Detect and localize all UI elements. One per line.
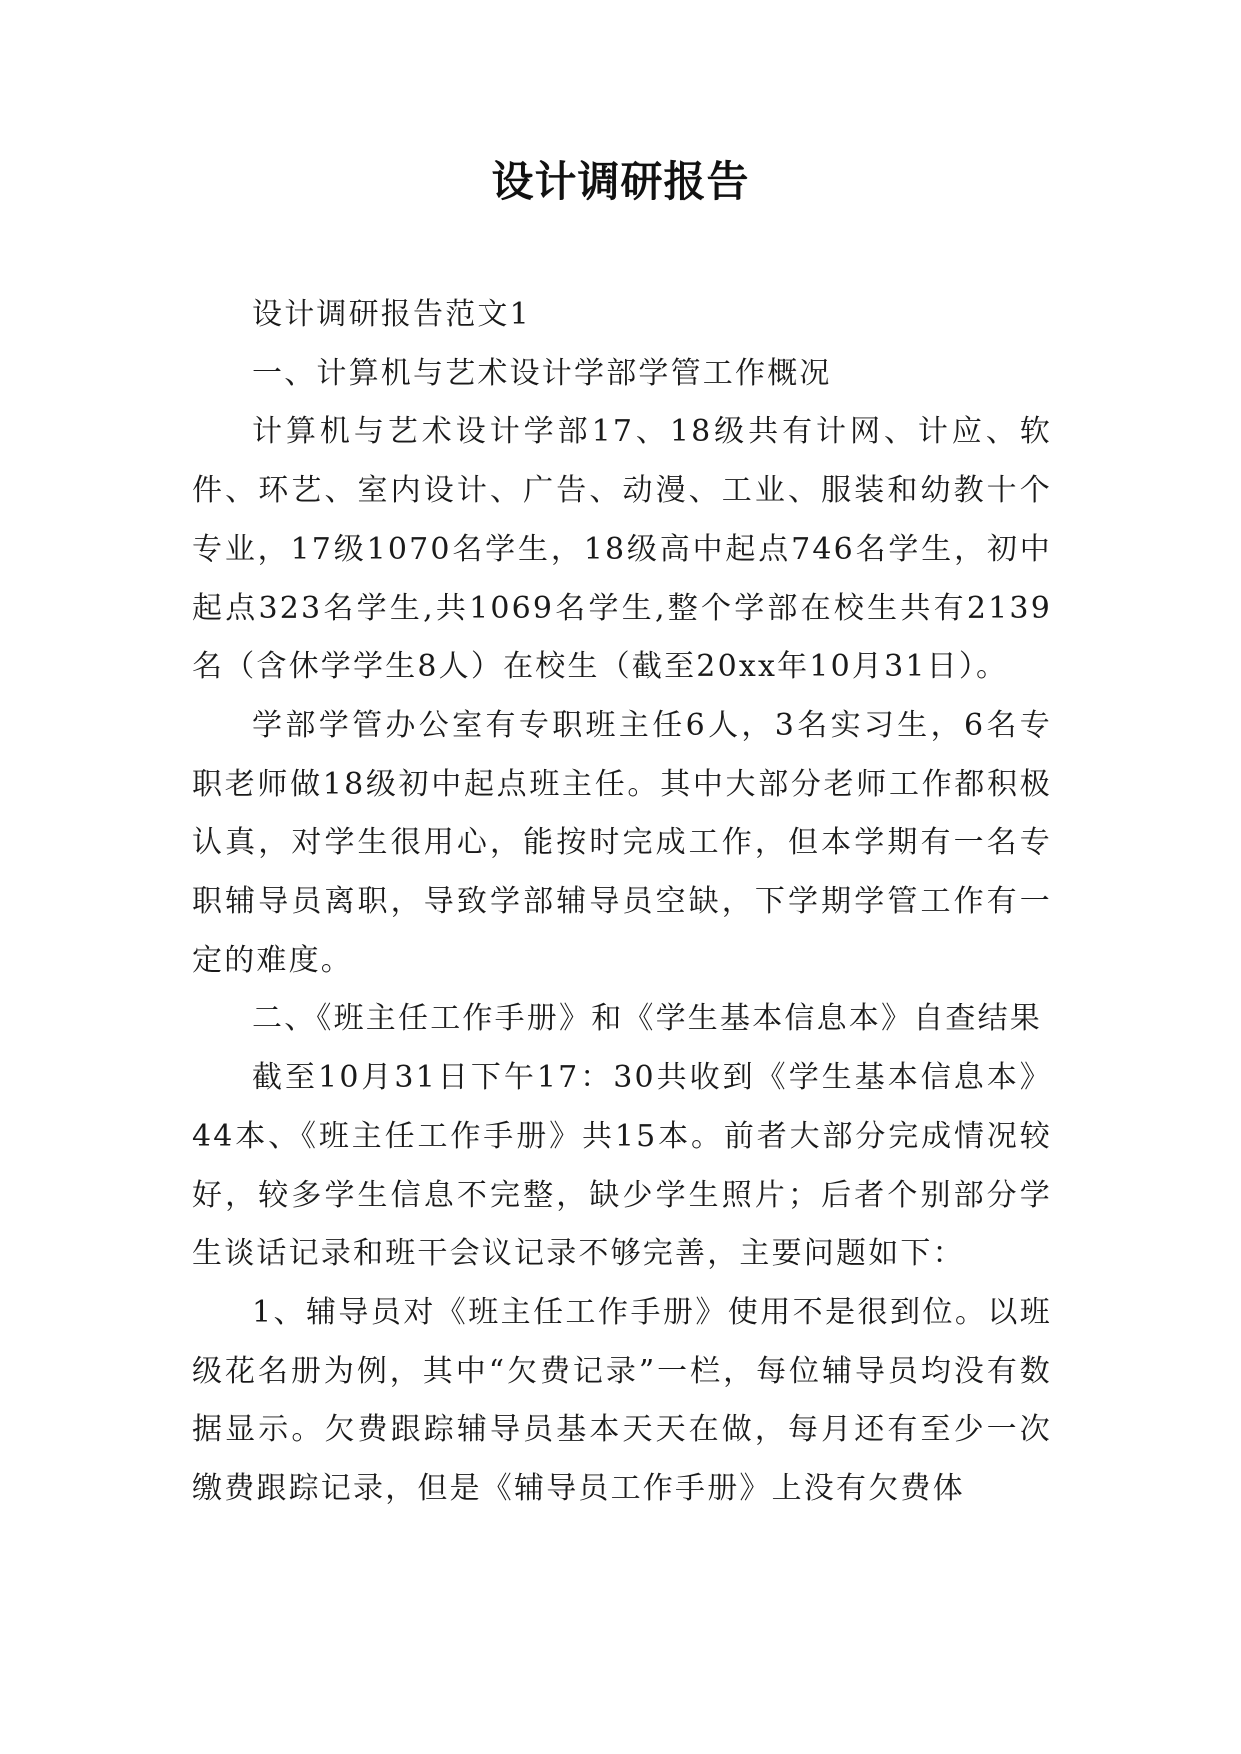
document-title: 设计调研报告 <box>491 157 750 206</box>
document-body <box>192 286 1052 1519</box>
paragraph-issue-1: 1、辅导员对《班主任工作手册》使用不是很到位。以班级花名册为例，其中“欠费记录”一栏，每位辅导员均没有数据显示。欠费跟踪辅导员基本天天在做，每月还有至少一次缴费跟踪记录，但是《辅导员工作手册》上没有欠费体 <box>192 1294 1052 1507</box>
paragraph-self-check: 截至10月31日下午17：30共收到《学生基本信息本》44本、《班主任工作手册》共15本。前者大部分完成情况较好，较多学生信息不完整，缺少学生照片；后者个别部分学生谈话记录和班干会议记录不够完善，主要问题如下： <box>192 1060 1052 1272</box>
paragraph-section-heading-1: 一、计算机与艺术设计学部学管工作概况 <box>252 355 832 391</box>
paragraph-section-heading-2: 二、《班主任工作手册》和《学生基本信息本》自查结果 <box>252 1001 1042 1037</box>
paragraph-overview: 计算机与艺术设计学部17、18级共有计网、计应、软件、环艺、室内设计、广告、动漫、工业、服装和幼教十个专业，17级1070名学生，18级高中起点746名学生，初中起点323名学生,共1069名学生,整个学部在校生共有2139名（含休学学生8人）在校生（截至20xx年10月31日）。 <box>192 414 1052 685</box>
paragraph-subtitle: 设计调研报告范文1 <box>252 297 531 332</box>
paragraph-staff: 学部学管办公室有专职班主任6人，3名实习生，6名专职老师做18级初中起点班主任。其中大部分老师工作都积极认真，对学生很用心，能按时完成工作，但本学期有一名专职辅导员离职，导致学部辅导员空缺，下学期学管工作有一定的难度。 <box>192 707 1052 978</box>
